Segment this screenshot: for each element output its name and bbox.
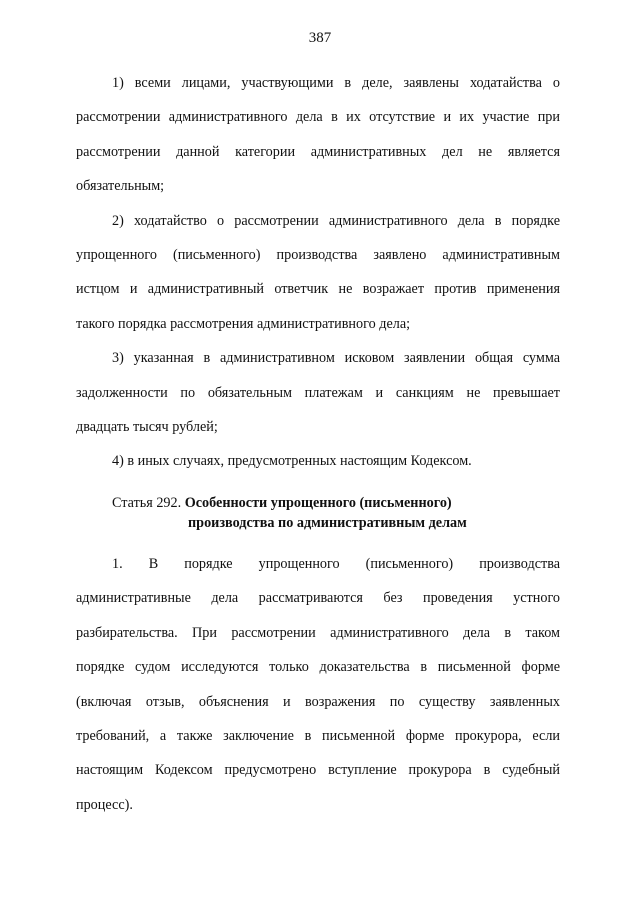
text-line: 3) указанная в административном исковом заявлении общая сумма <box>112 350 560 367</box>
text-line: разбирательства. При рассмотрении административного дела в таком <box>76 624 560 641</box>
article-title-part-2: производства по административным делам <box>188 514 467 531</box>
text-line: рассмотрении административного дела в их отсутствие и их участие при <box>76 109 560 126</box>
text-line: 1. В порядке упрощенного (письменного) производства <box>112 555 560 572</box>
article-heading <box>76 493 560 533</box>
page-number: 387 <box>308 30 332 46</box>
text-line: обязательным; <box>76 178 165 195</box>
text-line: 1) всеми лицами, участвующими в деле, заявлены ходатайства о <box>112 75 560 91</box>
text-line: требований, а также заключение в письменной форме прокурора, если <box>76 727 560 744</box>
text-line: административные дела рассматриваются без проведения устного <box>76 590 560 607</box>
article-paragraph-1 <box>76 547 560 822</box>
text-line: (включая отзыв, объяснения и возражения по существу заявленных <box>76 693 560 710</box>
text-line: порядке судом исследуются только доказательства в письменной форме <box>76 659 560 676</box>
paragraph-item-3 <box>76 341 560 444</box>
text-line: 2) ходатайство о рассмотрении административного дела в порядке <box>112 212 560 229</box>
article-heading-line-1 <box>76 493 560 513</box>
text-line: упрощенного (письменного) производства заявлено административным <box>76 247 560 264</box>
document-body <box>76 66 560 822</box>
paragraph-item-2 <box>76 204 560 342</box>
text-line: двадцать тысяч рублей; <box>76 419 218 436</box>
article-prefix: Статья 292. <box>112 494 182 511</box>
text-line: настоящим Кодексом предусмотрено вступление прокурора в судебный <box>76 762 560 779</box>
text-line: рассмотрении данной категории административных дел не является <box>76 143 560 160</box>
paragraph-item-1 <box>76 66 560 204</box>
text-line: задолженности по обязательным платежам и санкциям не превышает <box>76 384 560 401</box>
article-title-part-1: Особенности упрощенного (письменного) <box>184 494 452 511</box>
paragraph-item-4 <box>76 444 560 478</box>
text-line: 4) в иных случаях, предусмотренных настоящим Кодексом. <box>112 453 472 470</box>
text-line: процесс). <box>76 796 133 813</box>
text-line: такого порядка рассмотрения административного дела; <box>76 315 411 332</box>
text-line: истцом и административный ответчик не возражает против применения <box>76 281 560 298</box>
